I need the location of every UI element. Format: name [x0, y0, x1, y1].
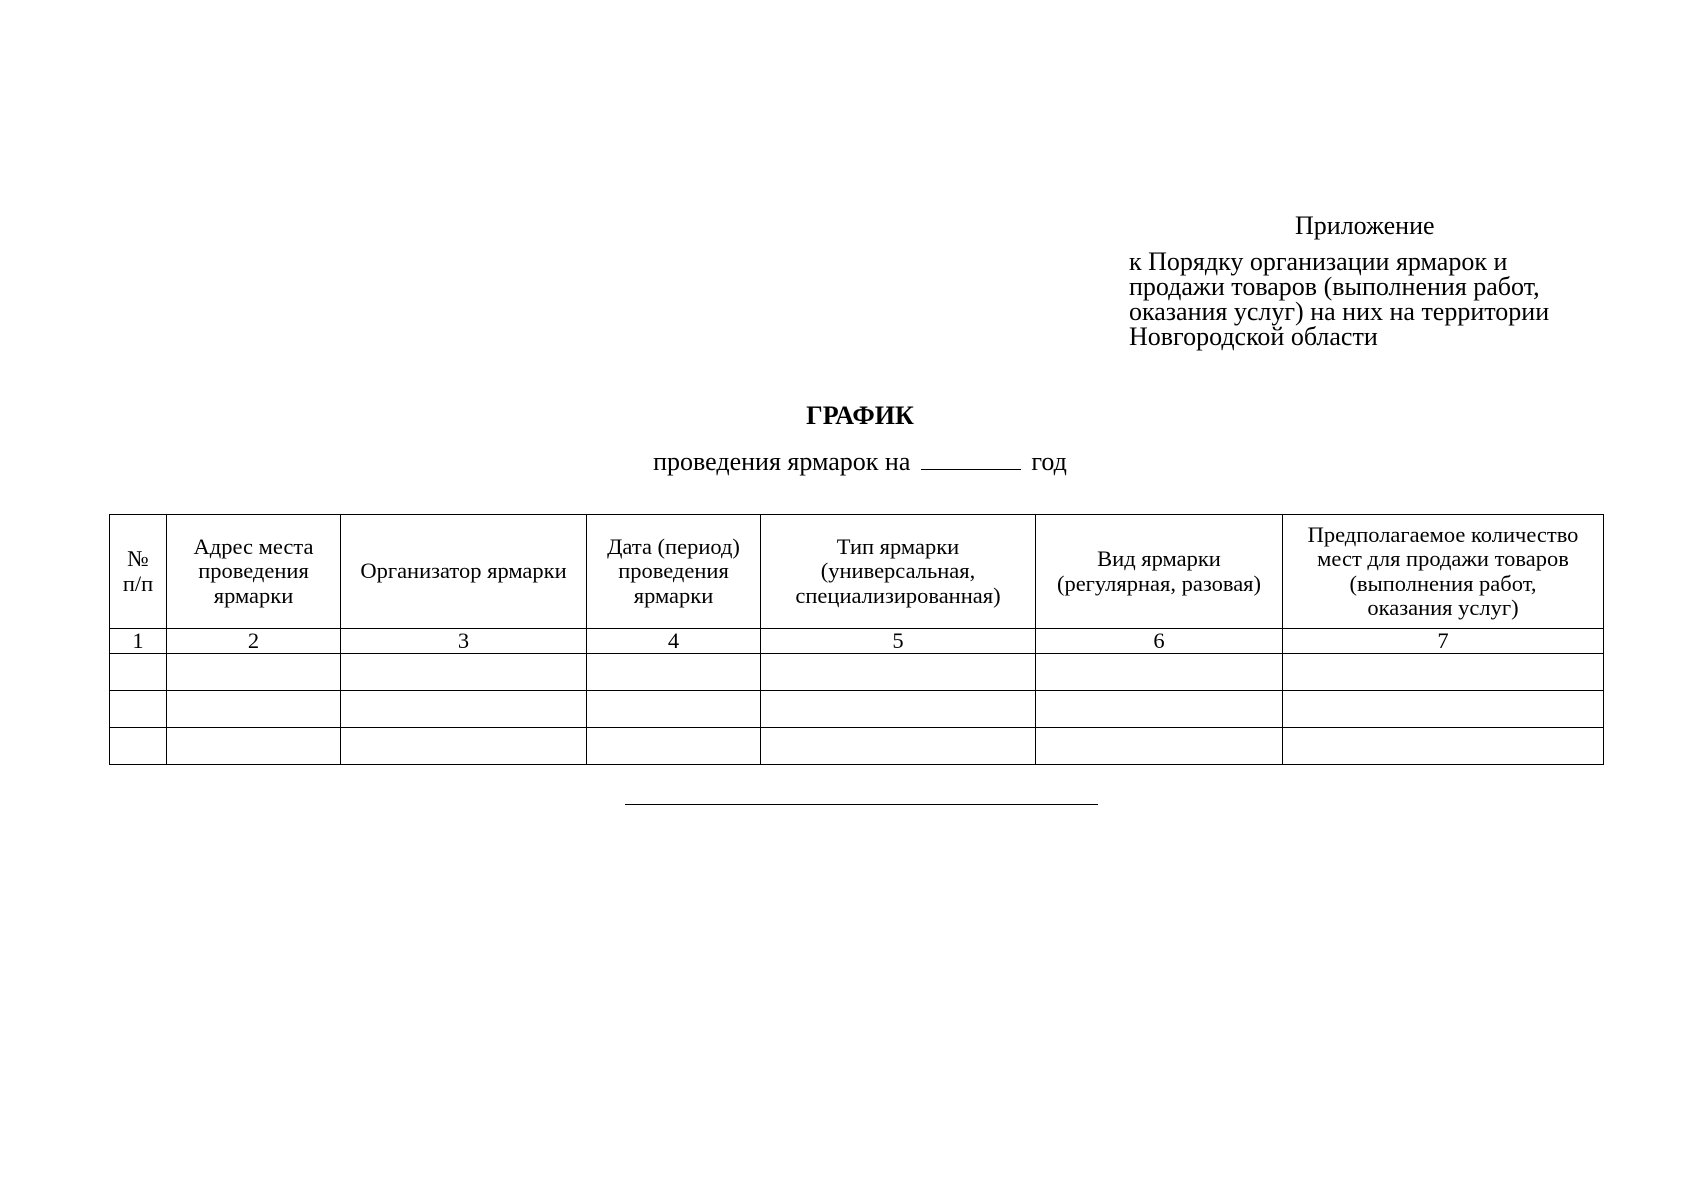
header-line: Тип ярмарки: [836, 533, 960, 559]
header-places-count: [1283, 515, 1604, 629]
column-number-cell: 1: [110, 629, 167, 654]
header-line: специализированная): [795, 582, 1001, 608]
header-line: Предполагаемое количество: [1307, 521, 1579, 547]
table-row: [110, 728, 1604, 765]
header-address: [167, 515, 341, 629]
table-row: [110, 654, 1604, 691]
empty-cell[interactable]: [587, 728, 761, 765]
fair-schedule-table: [109, 514, 1604, 765]
appendix-line: продажи товаров (выполнения работ,: [1129, 272, 1540, 301]
appendix-text: [1129, 249, 1629, 349]
header-line: №: [127, 546, 149, 571]
header-number: [110, 515, 167, 629]
empty-cell[interactable]: [341, 728, 587, 765]
header-line: (универсальная,: [820, 558, 976, 584]
empty-cell[interactable]: [1283, 728, 1604, 765]
header-line: ярмарки: [633, 582, 714, 608]
header-line: (выполнения работ,: [1349, 570, 1537, 596]
header-line: проведения: [198, 558, 309, 584]
empty-cell[interactable]: [110, 728, 167, 765]
empty-cell[interactable]: [587, 654, 761, 691]
empty-cell[interactable]: [1283, 654, 1604, 691]
header-line: ярмарки: [213, 582, 294, 608]
header-organizer: [341, 515, 587, 629]
header-line: Дата (период): [607, 533, 740, 559]
header-line: Адрес места: [193, 533, 314, 559]
empty-cell[interactable]: [167, 728, 341, 765]
empty-cell[interactable]: [761, 691, 1036, 728]
header-line: оказания услуг): [1367, 595, 1519, 620]
empty-cell[interactable]: [1283, 691, 1604, 728]
column-number-cell: 3: [341, 629, 587, 654]
appendix-line: Новгородской области: [1129, 322, 1378, 351]
empty-cell[interactable]: [1036, 691, 1283, 728]
header-line: мест для продажи товаров: [1317, 546, 1569, 571]
column-number-cell: 2: [167, 629, 341, 654]
header-line: (регулярная, разовая): [1056, 570, 1262, 596]
table-row: [110, 691, 1604, 728]
empty-cell[interactable]: [761, 654, 1036, 691]
document-subtitle: [0, 446, 1697, 478]
empty-cell[interactable]: [167, 691, 341, 728]
appendix-line: к Порядку организации ярмарок и: [1129, 247, 1508, 276]
header-line: Организатор ярмарки: [360, 558, 567, 584]
empty-cell[interactable]: [1036, 654, 1283, 691]
empty-cell[interactable]: [167, 654, 341, 691]
header-line: проведения: [618, 558, 729, 584]
subtitle-year-word: год: [1031, 447, 1067, 476]
document-title: ГРАФИК: [806, 401, 914, 430]
header-line: Вид ярмарки: [1097, 546, 1221, 571]
header-fair-kind: [1036, 515, 1283, 629]
empty-cell[interactable]: [110, 654, 167, 691]
empty-cell[interactable]: [341, 691, 587, 728]
empty-cell[interactable]: [110, 691, 167, 728]
column-number-cell: 6: [1036, 629, 1283, 654]
table-body: [110, 515, 1604, 765]
header-date: [587, 515, 761, 629]
table-header-row: [110, 515, 1604, 629]
column-number-cell: 4: [587, 629, 761, 654]
header-fair-type: [761, 515, 1036, 629]
column-number-cell: 5: [761, 629, 1036, 654]
empty-cell[interactable]: [587, 691, 761, 728]
header-line: п/п: [122, 570, 154, 596]
empty-cell[interactable]: [1036, 728, 1283, 765]
year-blank-field[interactable]: [921, 447, 1021, 470]
end-separator-line: [625, 804, 1098, 805]
column-number-row: [110, 629, 1604, 654]
appendix-title: Приложение: [1295, 211, 1435, 240]
appendix-line: оказания услуг) на них на территории: [1129, 297, 1550, 326]
column-number-cell: 7: [1283, 629, 1604, 654]
subtitle-text: проведения ярмарок на: [653, 447, 911, 476]
empty-cell[interactable]: [761, 728, 1036, 765]
empty-cell[interactable]: [341, 654, 587, 691]
